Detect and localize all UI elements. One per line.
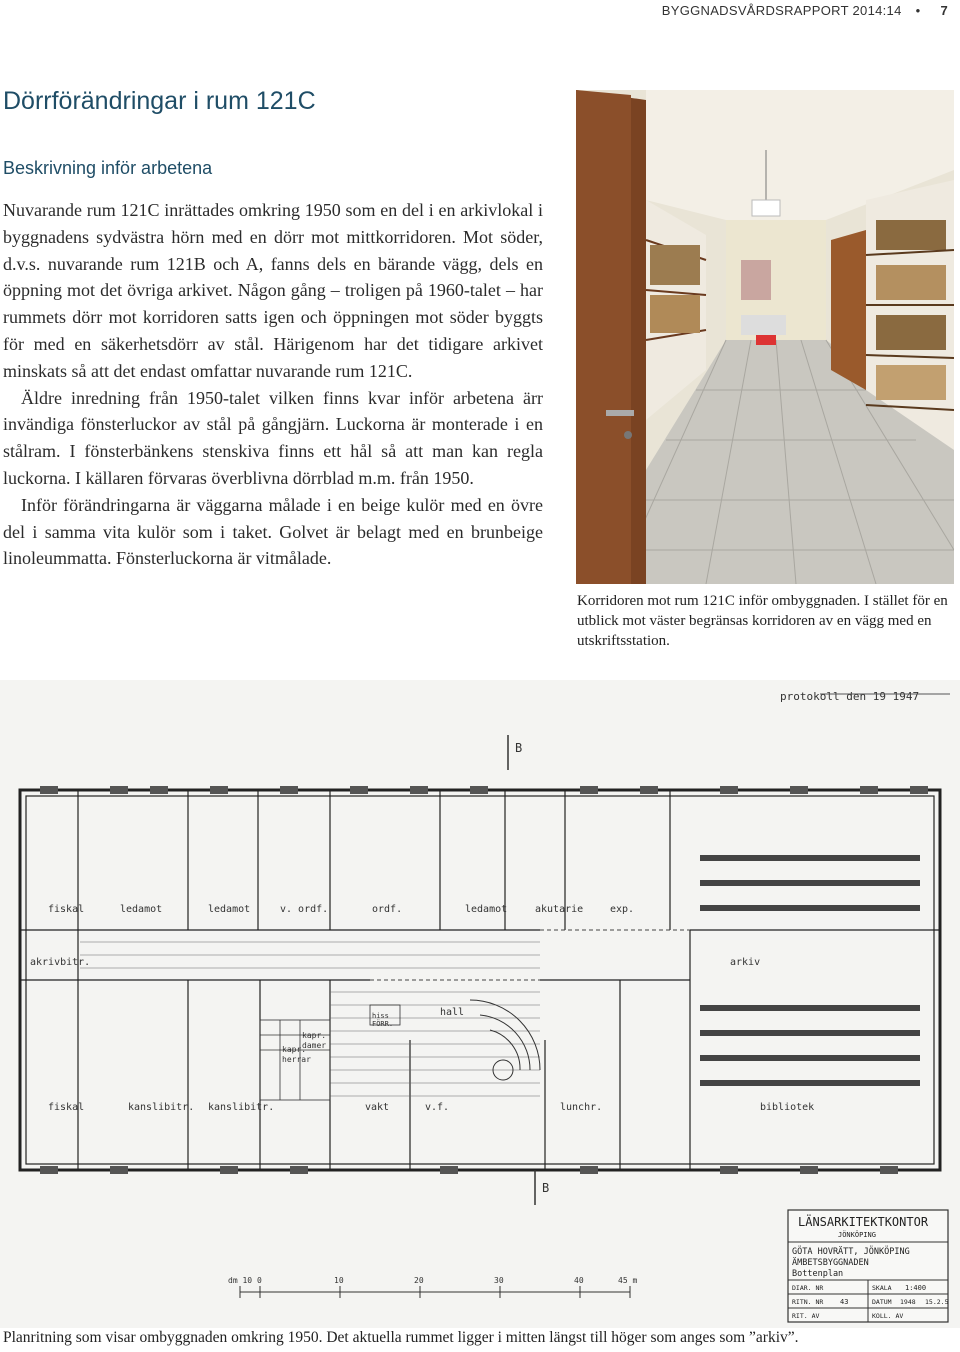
room-label-top-3: ledamot (208, 904, 251, 915)
room-label-bottom-3: kanslibitr. (208, 1102, 275, 1113)
label-rit-av: RIT. AV (792, 1312, 820, 1320)
scale-label-0: 0 (257, 1276, 262, 1285)
room-label-herrar: herrar (282, 1055, 311, 1064)
floor-plan-drawing (0, 680, 960, 1328)
value-date: 15.2.5 (925, 1298, 949, 1306)
running-head (662, 3, 948, 18)
scale-label-30: 30 (494, 1276, 504, 1285)
label-skala: SKALA (872, 1284, 892, 1292)
label-koll-av: KOLL. AV (872, 1312, 904, 1320)
page-number: 7 (940, 3, 948, 18)
paragraph-3: Inför förändringarna är väggarna målade i en beige kulör med en övre del i samma vita kulör som i taket. Golvet är belagt med en brunbeige linoleummatta. Fönsterluckorna är vitmålade. (3, 494, 543, 569)
corridor-photo (576, 90, 954, 584)
value-scale: 1:400 (905, 1284, 927, 1292)
scale-label-10: 10 (334, 1276, 344, 1285)
room-label-bottom-2: kanslibitr. (128, 1102, 195, 1113)
room-label-top-8: exp. (610, 904, 635, 915)
scale-label-40: 40 (574, 1276, 584, 1285)
office-city: JÖNKÖPING (838, 1231, 876, 1239)
value-year: 1948 (900, 1298, 916, 1306)
room-label-hall: hall (440, 1007, 465, 1018)
protocol-text: protokoll den 19 1947 (780, 690, 920, 703)
room-label-kapr-2: kapr. (282, 1045, 307, 1054)
room-label-top-1: fiskal (48, 904, 85, 915)
plan-caption: Planritning som visar ombyggnaden omkring 1950. Det aktuella rummet ligger i mitten längst till höger som anges som ”arkiv”. (3, 1329, 799, 1346)
report-name: BYGGNADSVÅRDSRAPPORT 2014:14 (661, 3, 902, 18)
room-label-vf: v.f. (425, 1102, 450, 1113)
room-label-top-2: ledamot (120, 904, 163, 915)
photo-caption: Korridoren mot rum 121C inför ombyggnaden. I stället för en utblick mot väster begränsas korridoren av en vägg med en utskriftsstation. (577, 593, 948, 649)
room-label-hiss: hiss (372, 1012, 389, 1020)
room-label-arkiv: arkiv (730, 957, 761, 968)
project-name: GÖTA HOVRÄTT, JÖNKÖPING (792, 1247, 910, 1257)
label-datum: DATUM (872, 1298, 892, 1306)
office-name: LÄNSARKITEKTKONTOR (798, 1215, 929, 1229)
value-ritn-nr: 43 (840, 1298, 849, 1306)
room-label-kapr-1: kapr. (302, 1031, 327, 1040)
section-subtitle: Beskrivning inför arbetena (3, 158, 213, 178)
room-label-bottom-5: lunchr. (560, 1102, 603, 1113)
title-block (788, 1210, 949, 1322)
paragraph-2: Äldre inredning från 1950-talet vilken finns kvar inför arbetena ärr invändiga fönsterluckor av stål på gångjärn. Luckorna är monterade i en stålram. I fönsterbänkens stenskiva finns ett hål så att man kan regla luckorna. I källaren förvaras överblivna dörrblad m.m. från 1950. (3, 387, 543, 488)
room-label-forr: FÖRR. (372, 1020, 394, 1028)
room-label-bottom-4: vakt (365, 1102, 390, 1113)
building-name: ÄMBETSBYGGNADEN (792, 1258, 869, 1268)
page-title: Dörrförändringar i rum 121C (3, 87, 316, 115)
room-label-akrivbitr: akrivbitr. (30, 957, 91, 968)
bullet-icon: • (915, 3, 921, 18)
room-label-damer: damer (302, 1041, 327, 1050)
scale-label-20: 20 (414, 1276, 424, 1285)
section-mark-top: B (515, 741, 523, 755)
body-text (3, 197, 543, 572)
section-mark-bottom: B (542, 1181, 550, 1195)
label-ritn-nr: RITN. NR (792, 1298, 824, 1306)
label-diar-nr: DIAR. NR (792, 1284, 824, 1292)
scale-label-dm: dm 10 (228, 1276, 253, 1285)
room-label-top-6: ledamot (465, 904, 508, 915)
paragraph-1: Nuvarande rum 121C inrättades omkring 1950 som en del i en arkivlokal i byggnadens sydvästra hörn med en dörr mot mittkorridoren. Mot söder, d.v.s. nuvarande rum 121B och A, fanns dels en bärande vägg, dels en öppning mot det övriga arkivet. Någon gång – troligen på 1960-talet – har rummets dörr mot korridoren satts igen och öppningen mot söder byggts för med en säkerhetsdörr av stål. Härigenom har det tidigare arkivet minskats så att det endast omfattar nuvarande rum 121C. (3, 200, 543, 381)
room-label-bottom-1: fiskal (48, 1102, 85, 1113)
scale-label-45: 45 m (618, 1276, 638, 1285)
room-label-top-7: akutarie (535, 904, 584, 915)
room-label-bottom-6: bibliotek (760, 1102, 815, 1113)
floor-name: Bottenplan (792, 1269, 844, 1279)
room-label-top-5: ordf. (372, 904, 403, 915)
room-label-top-4: v. ordf. (280, 904, 329, 915)
